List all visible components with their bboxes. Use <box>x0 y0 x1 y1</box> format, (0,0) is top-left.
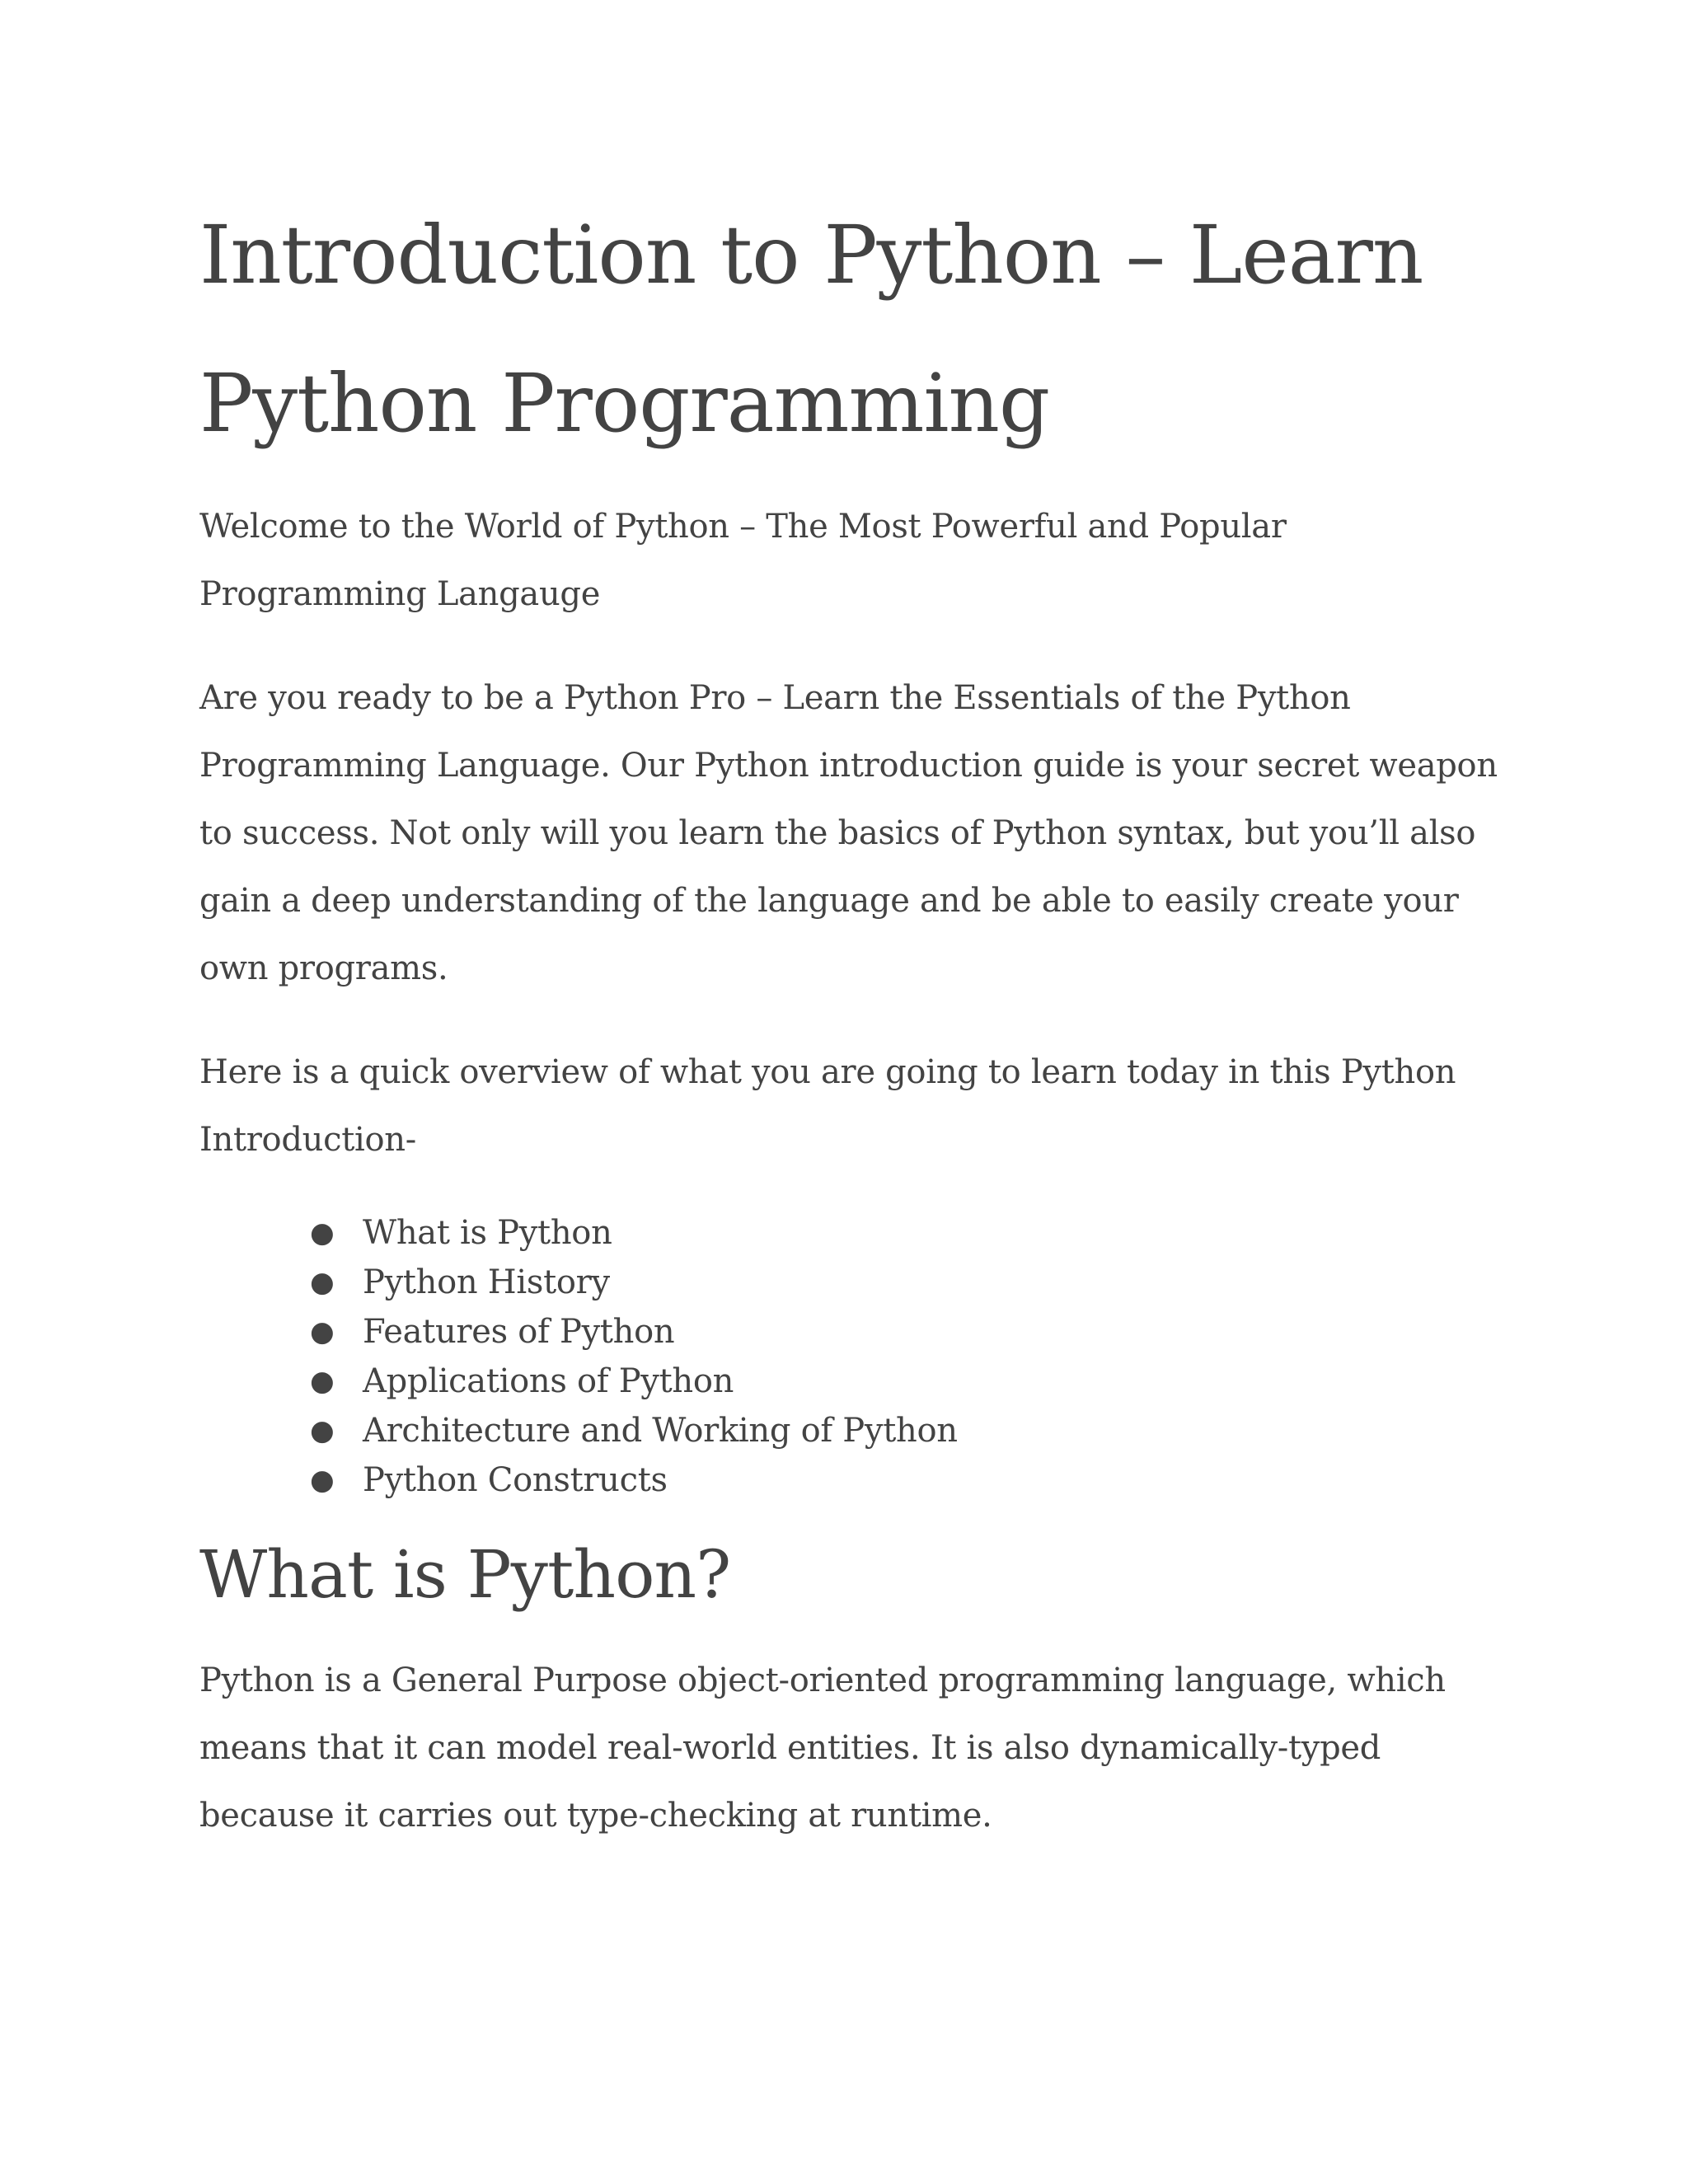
welcome-subtitle: Welcome to the World of Python – The Most Powerful and Popular Programming Langauge <box>199 508 1287 613</box>
bullet-icon: ● <box>310 1315 335 1348</box>
bullet-icon: ● <box>310 1464 335 1497</box>
intro-paragraph: Are you ready to be a Python Pro – Learn the Essentials of the Python Programming Language. Our Python introduction guide is your secret weapon to success. Not only will you learn the basics of Python syntax, but you’ll also gain a deep understanding of the language and be able to easily create your own programs. <box>199 679 1498 987</box>
list-item-label: Python Constructs <box>363 1461 668 1499</box>
list-item <box>310 1307 1518 1357</box>
list-item <box>310 1258 1518 1307</box>
list-item-label: Architecture and Working of Python <box>363 1412 958 1450</box>
section-heading: What is Python? <box>199 1536 731 1613</box>
overview-paragraph: Here is a quick overview of what you are going to learn today in this Python Introduction- <box>199 1053 1456 1159</box>
bullet-icon: ● <box>310 1414 335 1447</box>
document-page <box>199 181 1518 1849</box>
list-item <box>310 1357 1518 1406</box>
topics-list <box>199 1208 1518 1505</box>
list-item <box>310 1406 1518 1455</box>
list-item-label: What is Python <box>363 1214 612 1252</box>
section-paragraph: Python is a General Purpose object-oriented programming language, which means that it can model real-world entities. It is also dynamically-typed because it carries out type-checking at runtime. <box>199 1661 1446 1835</box>
bullet-icon: ● <box>310 1266 335 1299</box>
list-item <box>310 1455 1518 1505</box>
list-item-label: Features of Python <box>363 1313 675 1351</box>
list-item-label: Applications of Python <box>363 1362 734 1400</box>
bullet-icon: ● <box>310 1216 335 1249</box>
page-title: Introduction to Python – Learn Python Programming <box>199 209 1423 450</box>
bullet-icon: ● <box>310 1365 335 1398</box>
list-item <box>310 1208 1518 1258</box>
list-item-label: Python History <box>363 1263 610 1301</box>
